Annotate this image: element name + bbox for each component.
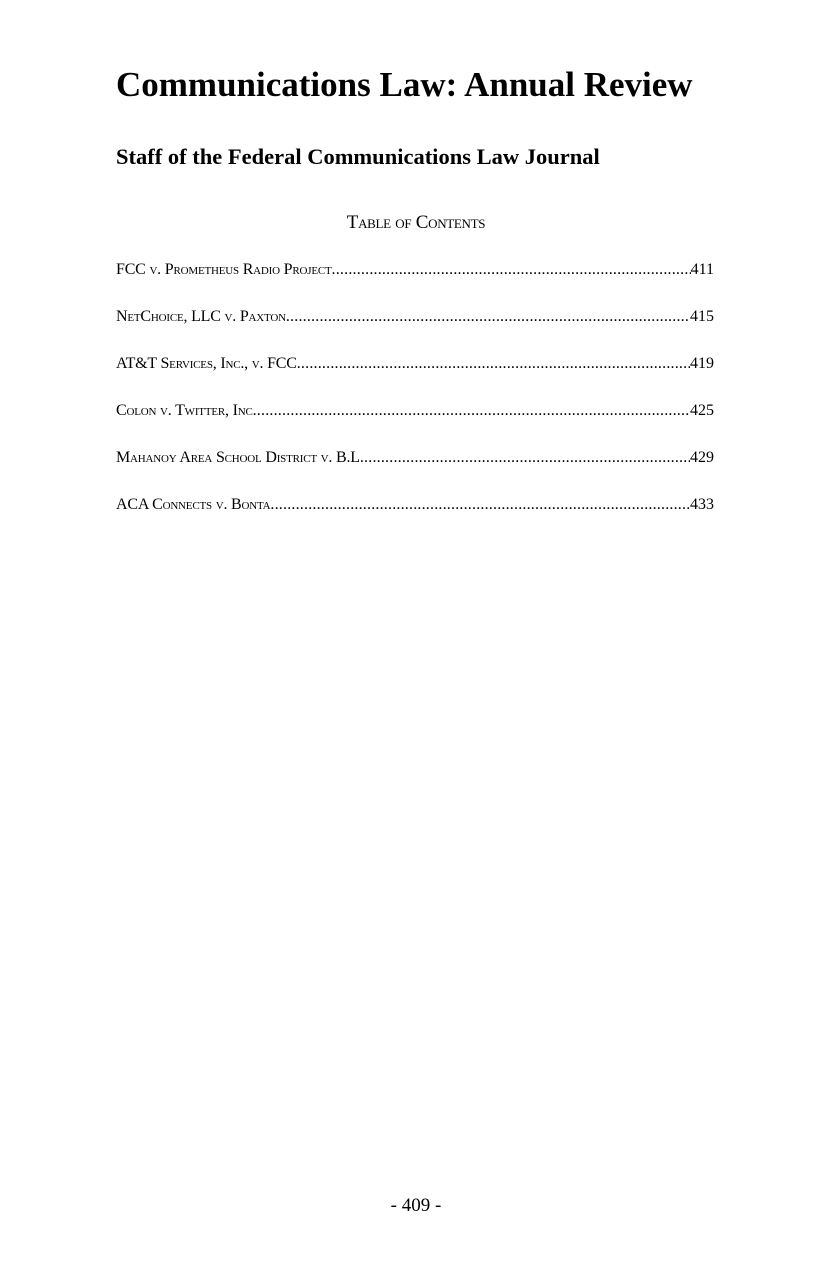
toc-entry[interactable] <box>116 494 714 541</box>
toc-entry-page: 411 <box>690 261 714 278</box>
toc-dot-leader <box>253 400 690 422</box>
toc-entry-title: Colon v. Twitter, Inc <box>116 402 253 419</box>
toc-entry-title: ACA Connects v. Bonta <box>116 496 271 513</box>
toc-entry-title: AT&T Services, Inc., v. FCC <box>116 355 297 372</box>
toc-dot-leader <box>286 306 690 328</box>
toc-entry-page: 419 <box>690 355 714 372</box>
document-title: Communications Law: Annual Review <box>116 65 693 104</box>
toc-dot-leader <box>360 447 690 469</box>
document-subtitle: Staff of the Federal Communications Law Journal <box>116 144 600 169</box>
toc-entry-title: NetChoice, LLC v. Paxton <box>116 308 286 325</box>
toc-dot-leader <box>297 353 690 375</box>
toc-entry-page: 415 <box>690 308 714 325</box>
toc-entry-page: 429 <box>690 449 714 466</box>
toc-dot-leader <box>332 259 691 281</box>
toc-entry-title: FCC v. Prometheus Radio Project <box>116 261 332 278</box>
toc-entry[interactable] <box>116 400 714 447</box>
toc-entry-title: Mahanoy Area School District v. B.L <box>116 449 360 466</box>
toc-entry-page: 433 <box>690 496 714 513</box>
toc-entry[interactable] <box>116 306 714 353</box>
toc-entry-page: 425 <box>690 402 714 419</box>
toc-heading: Table of Contents <box>346 212 486 233</box>
toc-entry[interactable] <box>116 259 714 306</box>
page-number: - 409 - <box>390 1195 442 1216</box>
toc-entry[interactable] <box>116 353 714 400</box>
toc-entry[interactable] <box>116 447 714 494</box>
toc-dot-leader <box>270 494 690 516</box>
table-of-contents <box>116 259 714 541</box>
